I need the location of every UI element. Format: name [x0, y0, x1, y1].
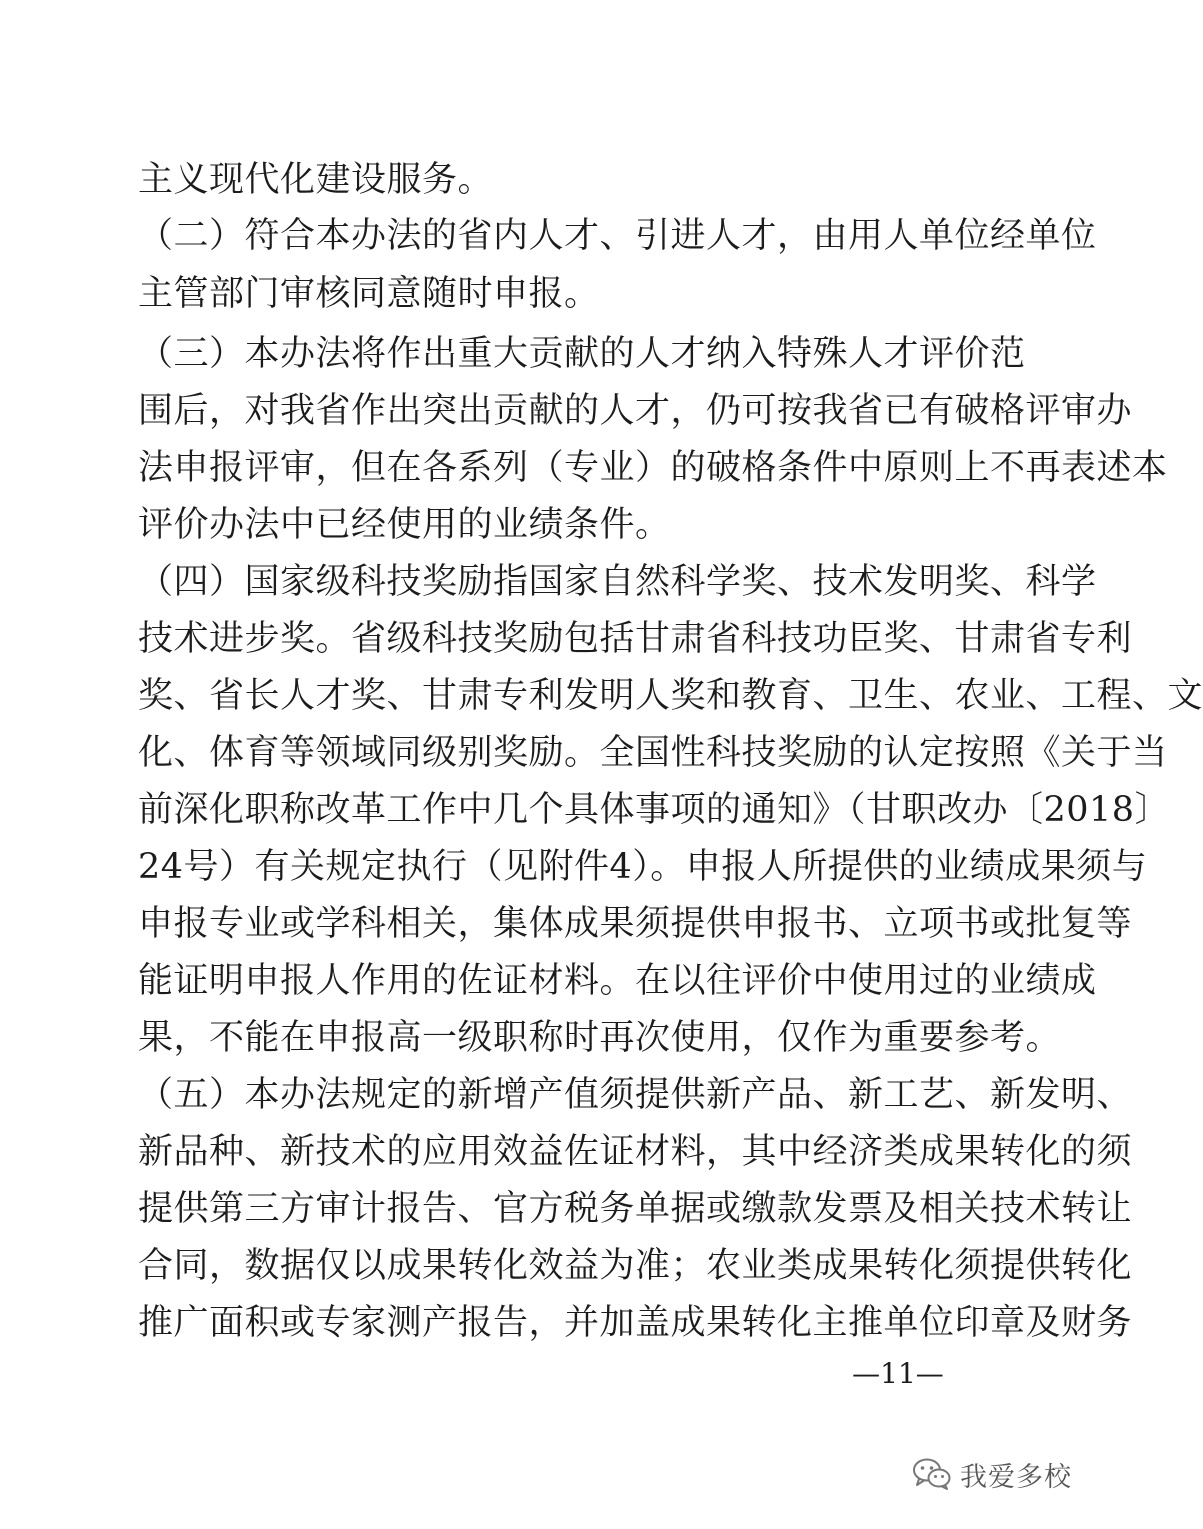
text-line: 法申报评审，但在各系列（专业）的破格条件中原则上不再表述本 [138, 448, 1168, 488]
text-line: 评价办法中已经使用的业绩条件。 [138, 505, 671, 545]
text-line: 能证明申报人作用的佐证材料。在以往评价中使用过的业绩成 [138, 961, 1097, 1001]
wechat-icon [912, 1457, 952, 1491]
text-line: 奖、省长人才奖、甘肃专利发明人奖和教育、卫生、农业、工程、文 [138, 676, 1203, 716]
text-line: 技术进步奖。省级科技奖励包括甘肃省科技功臣奖、甘肃省专利 [138, 619, 1133, 659]
text-line: 主义现代化建设服务。 [138, 160, 494, 200]
text-line: 前深化职称改革工作中几个具体事项的通知》（甘职改办〔2018〕 [138, 790, 1171, 830]
text-line: （三）本办法将作出重大贡献的人才纳入特殊人才评价范 [138, 334, 1026, 374]
text-line: 化、体育等领域同级别奖励。全国性科技奖励的认定按照《关于当 [138, 733, 1168, 773]
text-line: （四）国家级科技奖励指国家自然科学奖、技术发明奖、科学 [138, 562, 1097, 602]
watermark-text: 我爱多校 [960, 1461, 1072, 1493]
text-line: 申报专业或学科相关，集体成果须提供申报书、立项书或批复等 [138, 904, 1133, 944]
text-line: 推广面积或专家测产报告，并加盖成果转化主推单位印章及财务 [138, 1303, 1133, 1343]
text-line: 提供第三方审计报告、官方税务单据或缴款发票及相关技术转让 [138, 1189, 1133, 1229]
text-line: 合同，数据仅以成果转化效益为准；农业类成果转化须提供转化 [138, 1246, 1133, 1286]
text-line: （二）符合本办法的省内人才、引进人才，由用人单位经单位 [138, 216, 1097, 256]
text-line: 24号）有关规定执行（见附件4）。申报人所提供的业绩成果须与 [138, 847, 1148, 887]
watermark [912, 1451, 1072, 1497]
text-line: 果，不能在申报高一级职称时再次使用，仅作为重要参考。 [138, 1018, 1062, 1058]
page-number: —11— [852, 1357, 944, 1390]
text-line: 主管部门审核同意随时申报。 [138, 274, 600, 314]
text-line: 新品种、新技术的应用效益佐证材料，其中经济类成果转化的须 [138, 1132, 1133, 1172]
text-line: 围后，对我省作出突出贡献的人才，仍可按我省已有破格评审办 [138, 391, 1133, 431]
text-line: （五）本办法规定的新增产值须提供新产品、新工艺、新发明、 [138, 1075, 1133, 1115]
